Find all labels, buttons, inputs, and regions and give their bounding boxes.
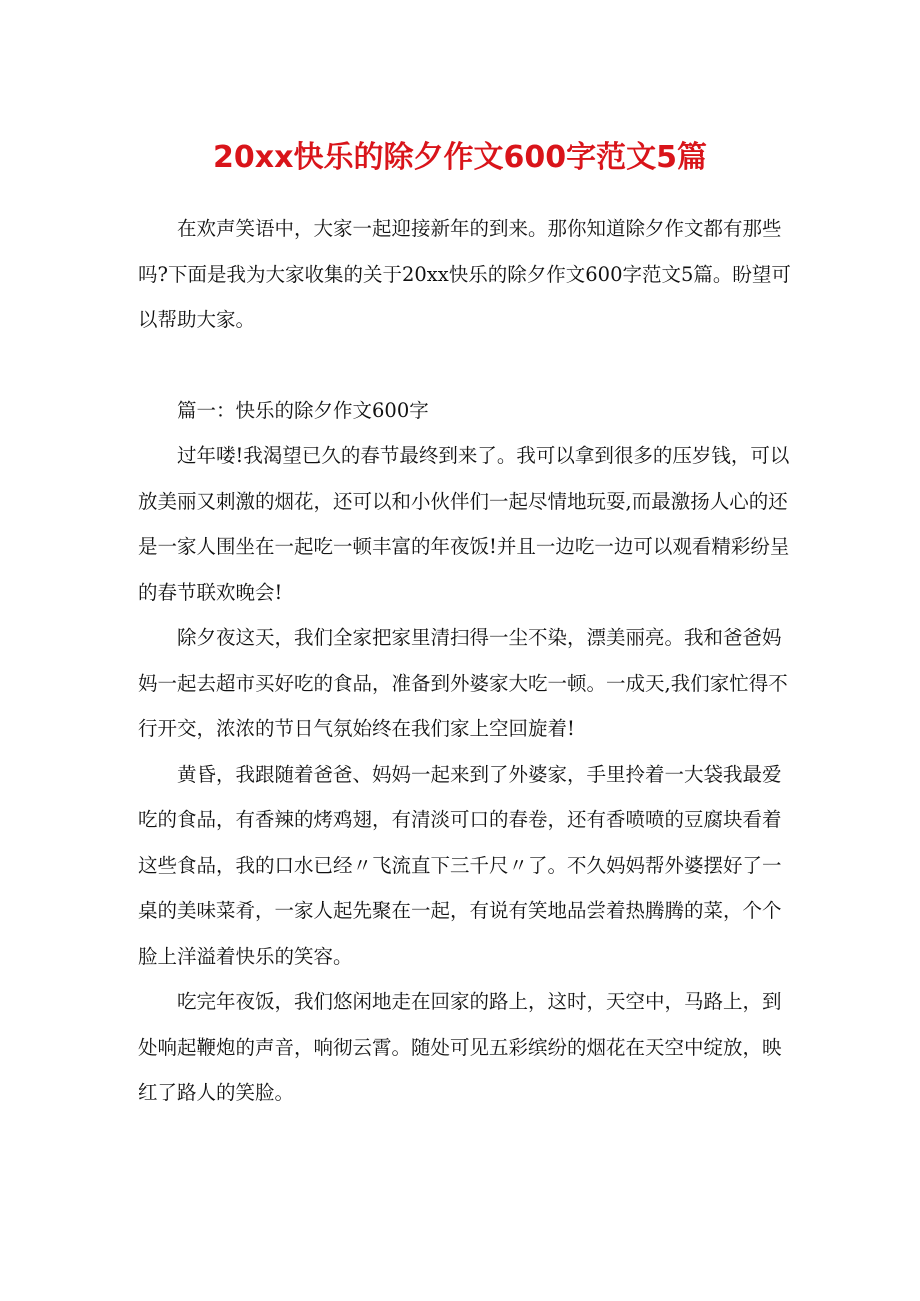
- body-paragraph: 除夕夜这天，我们全家把家里清扫得一尘不染，漂美丽亮。我和爸爸妈妈一起去超市买好吃的食品，准备到外婆家大吃一顿。一成天,我们家忙得不行开交，浓浓的节日气氛始终在我们家上空回旋着!: [138, 626, 788, 740]
- body-paragraph: 吃完年夜饭，我们悠闲地走在回家的路上，这时，天空中，马路上，到处响起鞭炮的声音，响彻云霄。随处可见五彩缤纷的烟花在天空中绽放，映红了路人的笑脸。: [138, 990, 782, 1104]
- body-paragraph: 过年喽!我渴望已久的春节最终到来了。我可以拿到很多的压岁钱，可以放美丽又刺激的烟花，还可以和小伙伴们一起尽情地玩耍,而最激扬人心的还是一家人围坐在一起吃一顿丰富的年夜饭!并且一边吃一边可以观看精彩纷呈的春节联欢晚会!: [138, 444, 790, 604]
- section-heading: 篇一：快乐的除夕作文600字: [177, 398, 429, 422]
- body-paragraph: 黄昏，我跟随着爸爸、妈妈一起来到了外婆家，手里拎着一大袋我最爱吃的食品，有香辣的烤鸡翅，有清淡可口的春卷，还有香喷喷的豆腐块看着这些食品，我的口水已经〃飞流直下三千尺〃了。不久妈妈帮外婆摆好了一桌的美味菜肴，一家人起先聚在一起，有说有笑地品尝着热腾腾的菜，个个脸上洋溢着快乐的笑容。: [138, 762, 782, 968]
- document-body: [138, 206, 794, 1116]
- document-title: 20xx快乐的除夕作文600字范文5篇: [213, 140, 707, 175]
- intro-paragraph: 在欢声笑语中，大家一起迎接新年的到来。那你知道除夕作文都有那些吗?下面是我为大家收集的关于20xx快乐的除夕作文600字范文5篇。盼望可以帮助大家。: [138, 217, 791, 331]
